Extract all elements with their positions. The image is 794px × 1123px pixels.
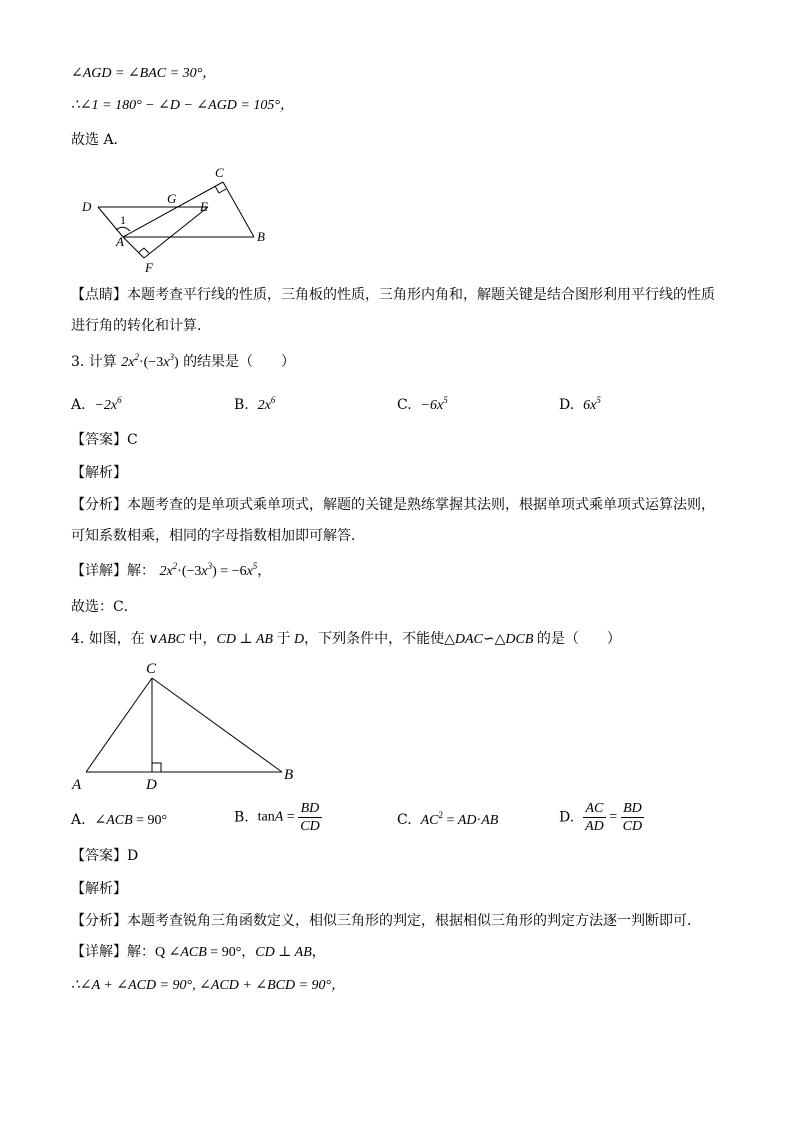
equation-angle-1: ∴∠1 = 180° − ∠D − ∠AGD = 105°， [71,98,294,113]
question-4: 4. 如图，在 ∨ABC 中，CD ⊥ AB 于 D，下列条件中，不能使△DAC∽△DCB 的是（ ） [71,631,621,647]
question-3 [71,352,295,373]
q4-option-a: A. ∠ACB = 90° [71,812,168,828]
xuan-3: 故选：C． [71,599,138,615]
line-cb [223,182,254,237]
side-ac [86,678,152,772]
side-cb [152,678,282,772]
line-fe [144,207,208,258]
dianjing-line-1: 【点睛】本题考查平行线的性质，三角板的性质，三角形内角和，解题关键是结合图形利用平行线的性质 [71,287,715,303]
xiangjie-3-expression: $2x^2\cdot(-3x^3) = -6x^5$， [159,561,272,579]
question-3-prefix: 3. 计算 [71,354,117,370]
right-angle-f [138,248,149,253]
label-g: G [167,191,177,206]
label-d: D [82,199,92,214]
jiexi-3: 【解析】 [71,465,127,481]
label-d: D [146,777,157,793]
fenxi-3-line-2: 可知系数相乘，相同的字母指数相加即可解答． [71,528,365,544]
answer-choice-line: 故选 A． [71,132,128,148]
last-equation: ∴∠A + ∠ACD = 90°, ∠ACD + ∠BCD = 90°， [71,978,346,993]
right-angle-c [215,186,226,193]
right-angle-d [152,763,161,772]
question-3-expression: $2x^2\cdot(-3x^3)$ [121,352,179,370]
jiexi-4: 【解析】 [71,881,127,897]
q4-option-b: B. tanA = $\frac{BD}{CD}$ [234,801,320,834]
dianjing-line-2: 进行角的转化和计算． [71,318,211,334]
label-f: F [145,260,153,275]
label-e: E [200,199,208,214]
question-3-tail: 的结果是（ ） [183,354,296,370]
fenxi-4: 【分析】本题考查锐角三角函数定义，相似三角形的判定，根据相似三角形的判定方法逐一判断即可． [71,913,701,929]
q3-option-b: B. $2x^6$ [234,395,276,413]
xiangjie-3-label: 【详解】解： [71,563,155,579]
q4-option-d: D. $\frac{AC}{AD}$ = $\frac{BD}{CD}$ [559,801,643,834]
label-b: B [284,767,294,783]
q3-option-a: A. $-2x^6$ [71,395,122,413]
q3-option-d: D. $6x^5$ [559,395,601,413]
q4-option-c: C. $AC^2 = AD\cdot AB$ [397,810,499,828]
label-angle-1: 1 [120,213,126,227]
figure-right-triangle-altitude [66,656,306,796]
label-a: A [116,234,124,249]
xiangjie-3 [71,561,271,582]
equation-angle-agd: ∠AGD = ∠BAC = 30°， [71,66,217,81]
fenxi-3-line-1: 【分析】本题考查的是单项式乘单项式，解题的关键是熟练掌握其法则，根据单项式乘单项式运算法则， [71,497,715,513]
line-af [123,237,144,258]
q3-option-c: C. $-6x^5$ [397,395,448,413]
xiangjie-4: 【详解】解：Q ∠ACB = 90°，CD ⊥ AB， [71,944,326,960]
figure-parallel-lines-triangle [78,160,278,275]
answer-4: 【答案】D [71,848,139,864]
answer-3: 【答案】C [71,432,138,448]
label-c: C [146,661,157,677]
label-c: C [215,165,224,180]
label-a: A [72,777,82,793]
label-b: B [257,229,265,244]
